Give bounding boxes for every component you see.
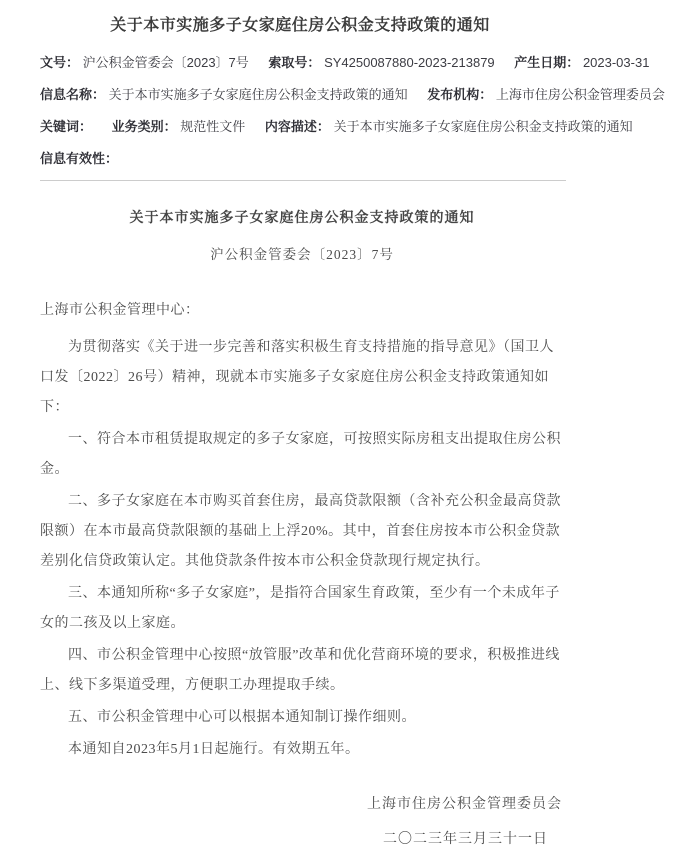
meta-value: 2023-03-31 xyxy=(582,55,650,70)
meta-field-info-name xyxy=(40,87,411,102)
meta-field-validity xyxy=(40,151,118,166)
meta-row-doc-number xyxy=(40,52,650,71)
meta-field-description xyxy=(265,119,633,134)
meta-value: 沪公积金管委会〔2023〕7号 xyxy=(82,55,249,70)
meta-field-docno xyxy=(40,55,252,70)
meta-label: 信息名称： xyxy=(40,87,106,102)
meta-field-publisher xyxy=(427,87,665,102)
meta-value: SY4250087880-2023-213879 xyxy=(324,55,495,70)
meta-label: 内容描述： xyxy=(264,119,330,134)
doc-paragraph-closing: 本通知自2023年5月1日起施行。有效期五年。 xyxy=(68,742,360,757)
addressee: 上海市公积金管理中心： xyxy=(40,303,200,318)
document-body xyxy=(0,207,600,855)
meta-value: 关于本市实施多子女家庭住房公积金支持政策的通知 xyxy=(108,87,408,102)
meta-row-info-name xyxy=(40,84,665,103)
meta-value: 上海市住房公积金管理委员会 xyxy=(495,87,665,102)
doc-paragraph-item-1: 一、符合本市租赁提取规定的多子女家庭，可按照实际房租支出提取住房公积金。 xyxy=(40,432,561,477)
meta-label: 发布机构： xyxy=(427,87,493,102)
doc-paragraph-item-5: 五、市公积金管理中心可以根据本通知制订操作细则。 xyxy=(68,710,416,725)
meta-value: 关于本市实施多子女家庭住房公积金支持政策的通知 xyxy=(333,119,633,134)
doc-paragraph-item-2: 二、多子女家庭在本市购买首套住房，最高贷款限额（含补充公积金最高贷款限额）在本市最高贷款限额的基础上上浮20%。其中，首套住房按本市公积金贷款差别化信贷政策认定。其他贷款条件按本市公积金贷款现行规定执行。 xyxy=(40,494,561,569)
meta-label: 产生日期： xyxy=(514,55,580,70)
page-title: 关于本市实施多子女家庭住房公积金支持政策的通知 xyxy=(110,17,490,34)
meta-field-index-number xyxy=(268,55,498,70)
divider xyxy=(40,180,566,181)
meta-label: 索取号： xyxy=(268,55,321,70)
meta-row-validity xyxy=(40,148,564,167)
meta-row-keywords xyxy=(40,116,633,135)
meta-field-issue-date xyxy=(514,55,649,70)
meta-field-category xyxy=(112,119,249,134)
document-title: 关于本市实施多子女家庭住房公积金支持政策的通知 xyxy=(129,211,475,226)
meta-label: 关键词： xyxy=(40,119,93,134)
signature-org: 上海市住房公积金管理委员会 xyxy=(367,797,562,812)
meta-field-keywords xyxy=(40,119,96,134)
document-number: 沪公积金管委会〔2023〕7号 xyxy=(210,247,394,262)
meta-value: 规范性文件 xyxy=(180,119,246,134)
meta-label: 文号： xyxy=(40,55,80,70)
doc-paragraph-item-3: 三、本通知所称“多子女家庭”，是指符合国家生育政策，至少有一个未成年子女的二孩及以上家庭。 xyxy=(40,586,560,631)
meta-label: 信息有效性： xyxy=(40,151,119,166)
meta-section xyxy=(0,35,665,167)
doc-paragraph-intro: 为贯彻落实《关于进一步完善和落实积极生育支持措施的指导意见》（国卫人口发〔2022〕26号）精神，现就本市实施多子女家庭住房公积金支持政策通知如下： xyxy=(40,340,554,415)
doc-paragraph-item-4: 四、市公积金管理中心按照“放管服”改革和优化营商环境的要求，积极推进线上、线下多渠道受理，方便职工办理提取手续。 xyxy=(40,648,560,693)
meta-label: 业务类别： xyxy=(111,119,177,134)
signature-date: 二〇二三年三月三十一日 xyxy=(383,832,548,847)
